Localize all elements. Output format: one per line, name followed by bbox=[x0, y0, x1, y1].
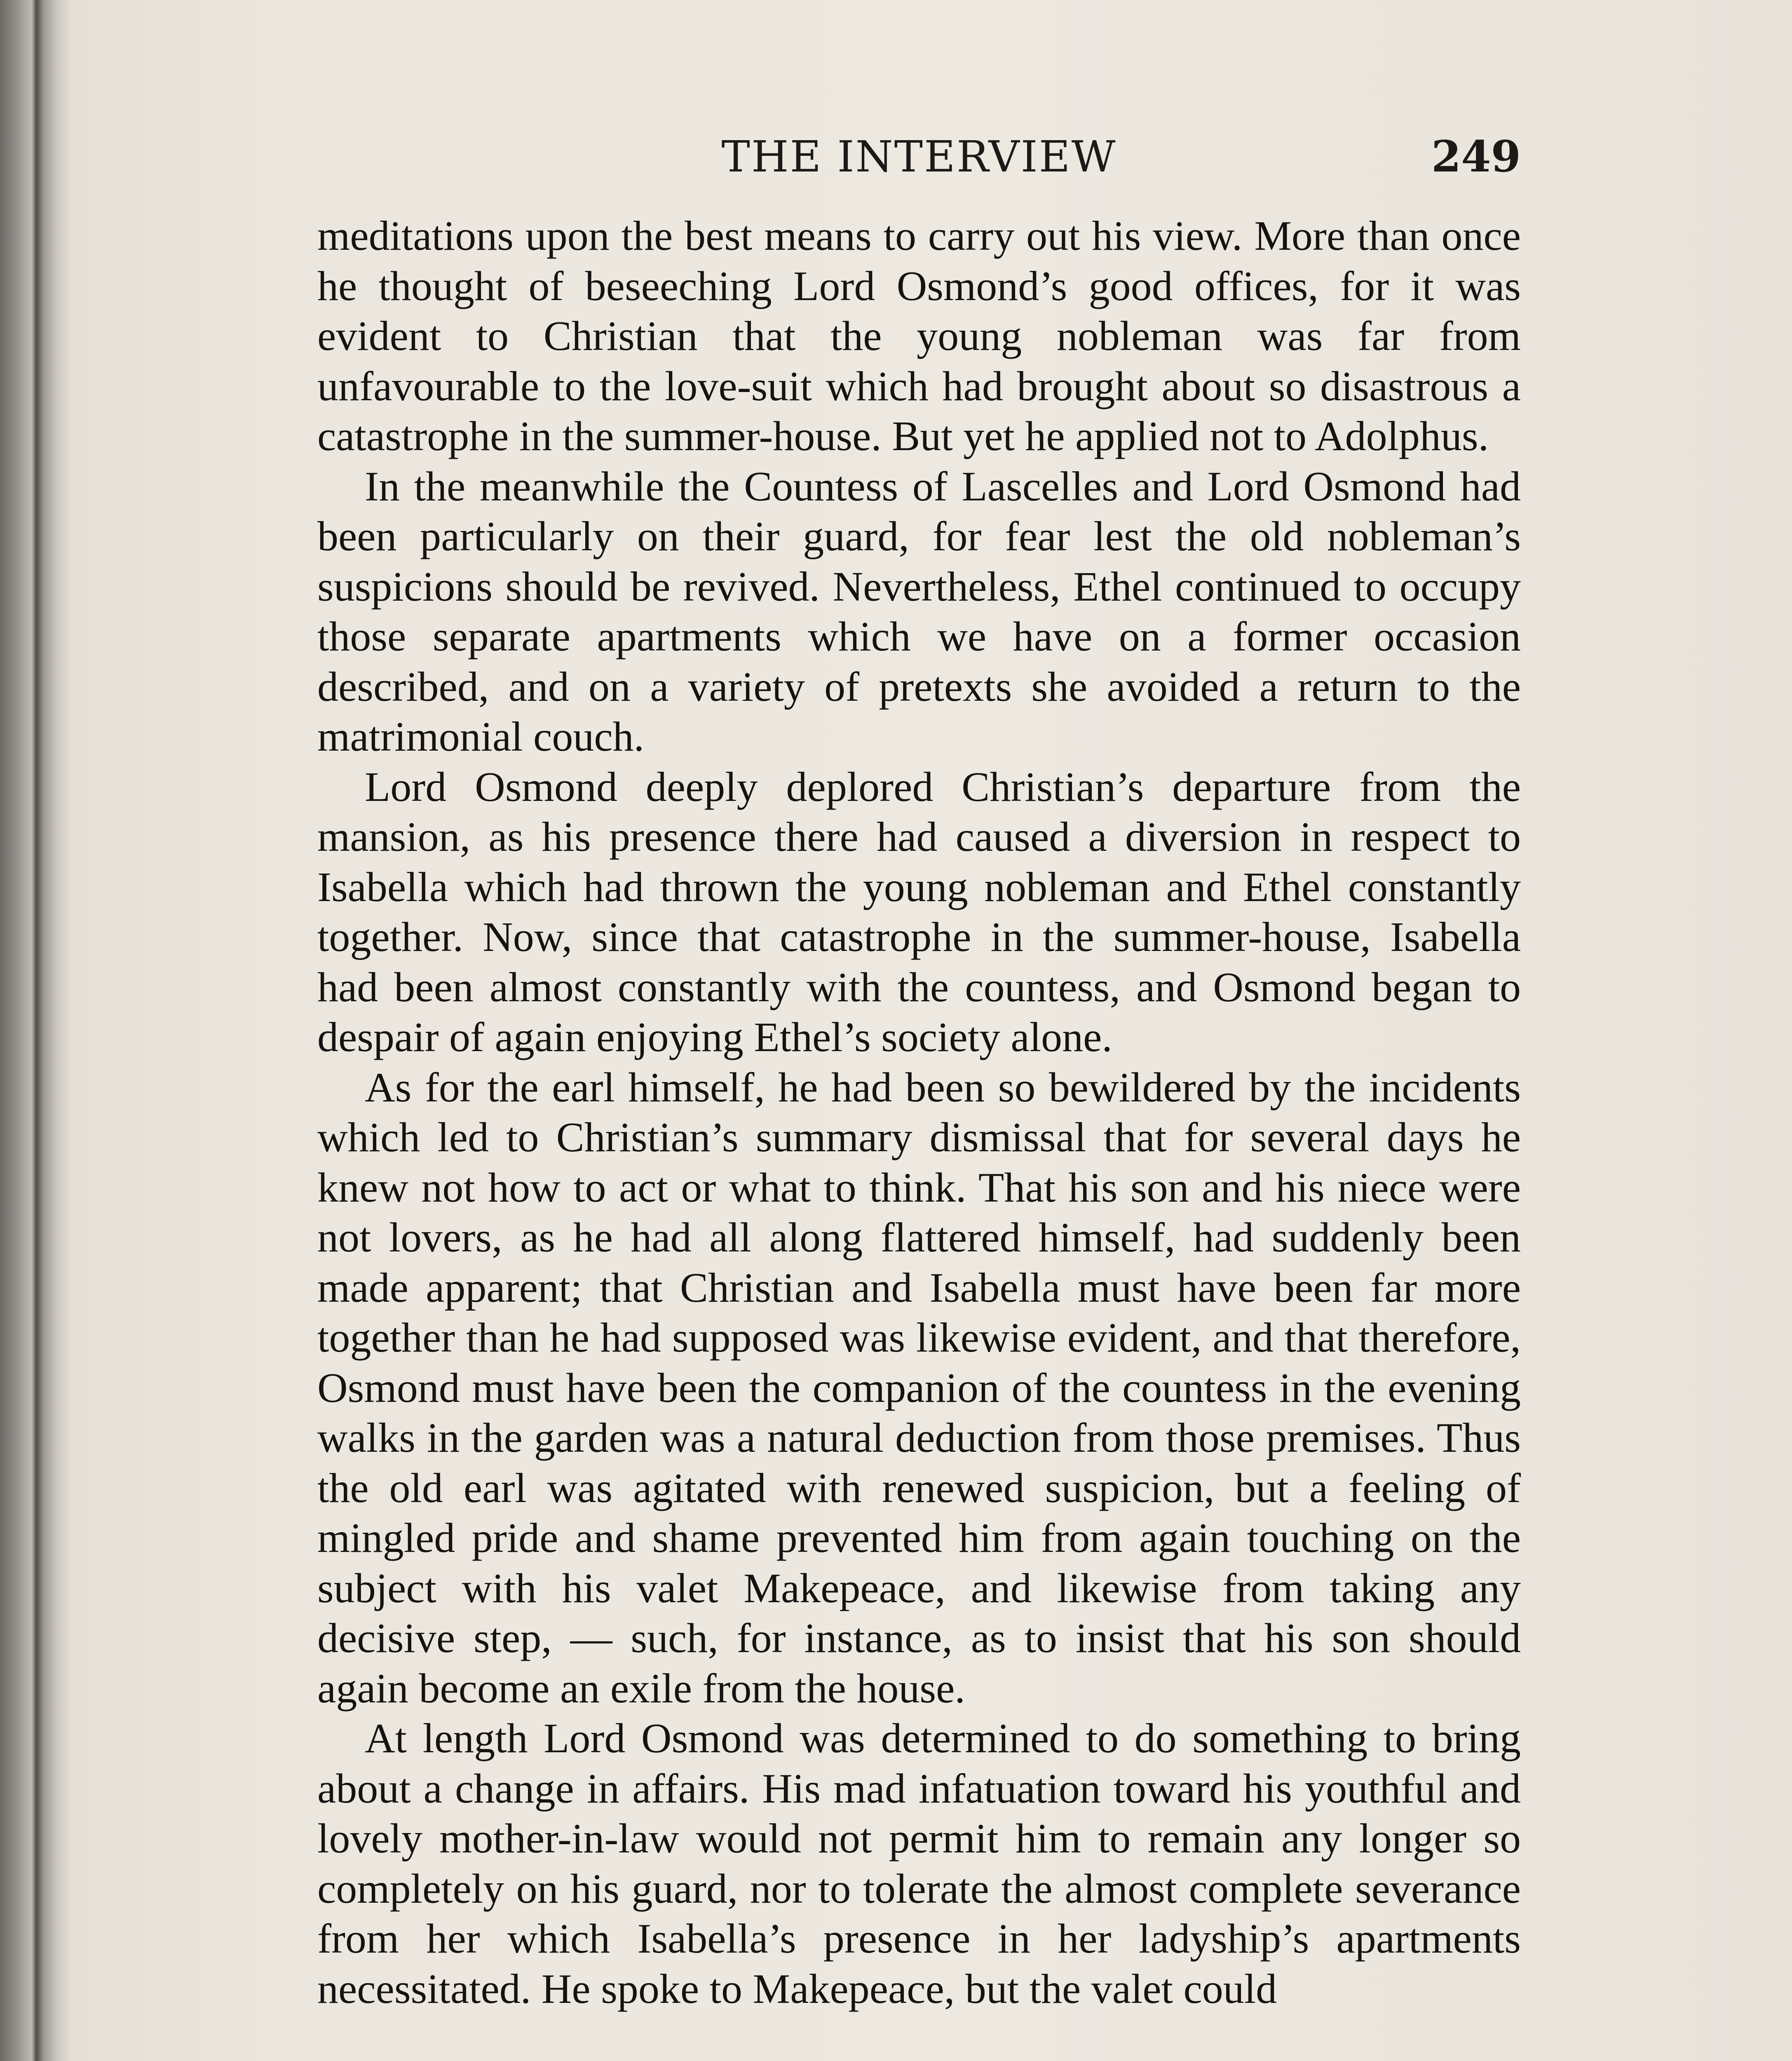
page-number: 249 bbox=[1431, 131, 1521, 182]
paragraph: Lord Osmond deeply deplored Christian’s departure from the mansion, as his presence there had caused a diversion in respect to Isabella which had thrown the young nobleman and Ethel constantly together. Now, since that catastrophe in the summer-house, Isabella had been almost constantly with the countess, and Osmond began to despair of again enjoying Ethel’s society alone. bbox=[317, 763, 1521, 1061]
paragraph: As for the earl himself, he had been so bewildered by the incidents which led to Christian’s summary dismissal that for several days he knew not how to act or what to think. That his son and his niece were not lovers, as he had all along flattered himself, had suddenly been made apparent; that Christian and Isabella must have been far more together than he had supposed was likewise evident, and that therefore, Osmond must have been the companion of the countess in the evening walks in the garden was a natural deduction from those premises. Thus the old earl was agitated with renewed suspicion, but a feeling of mingled pride and shame prevented him from again touching on the subject with his valet Makepeace, and likewise from taking any decisive step, — such, for instance, as to insist that his son should again become an exile from the house. bbox=[317, 1064, 1521, 1712]
running-head: THE INTERVIEW bbox=[721, 131, 1117, 182]
page-header bbox=[317, 124, 1521, 190]
paragraph: In the meanwhile the Countess of Lascelles and Lord Osmond had been particularly on their guard, for fear lest the old nobleman’s suspicions should be revived. Nevertheless, Ethel continued to occupy those separate apartments which we have on a former occasion described, and on a variety of pretexts she avoided a return to the matrimonial couch. bbox=[317, 463, 1521, 760]
paragraph-continued: meditations upon the best means to carry out his view. More than once he thought of beseeching Lord Osmond’s good offices, for it was evident to Christian that the young nobleman was far from unfavourable to the love-suit which had brought about so disastrous a catastrophe in the summer-house. But yet he applied not to Adolphus. bbox=[317, 213, 1521, 460]
book-binding-gutter bbox=[0, 0, 70, 2061]
paragraph: At length Lord Osmond was determined to do something to bring about a change in affairs. His mad infatuation toward his youthful and lovely mother-in-law would not permit him to remain any longer so completely on his guard, nor to tolerate the almost complete severance from her which Isabella’s presence in her ladyship’s apartments necessitated. He spoke to Makepeace, but the valet could bbox=[317, 1715, 1521, 2012]
body-text bbox=[317, 211, 1521, 2014]
